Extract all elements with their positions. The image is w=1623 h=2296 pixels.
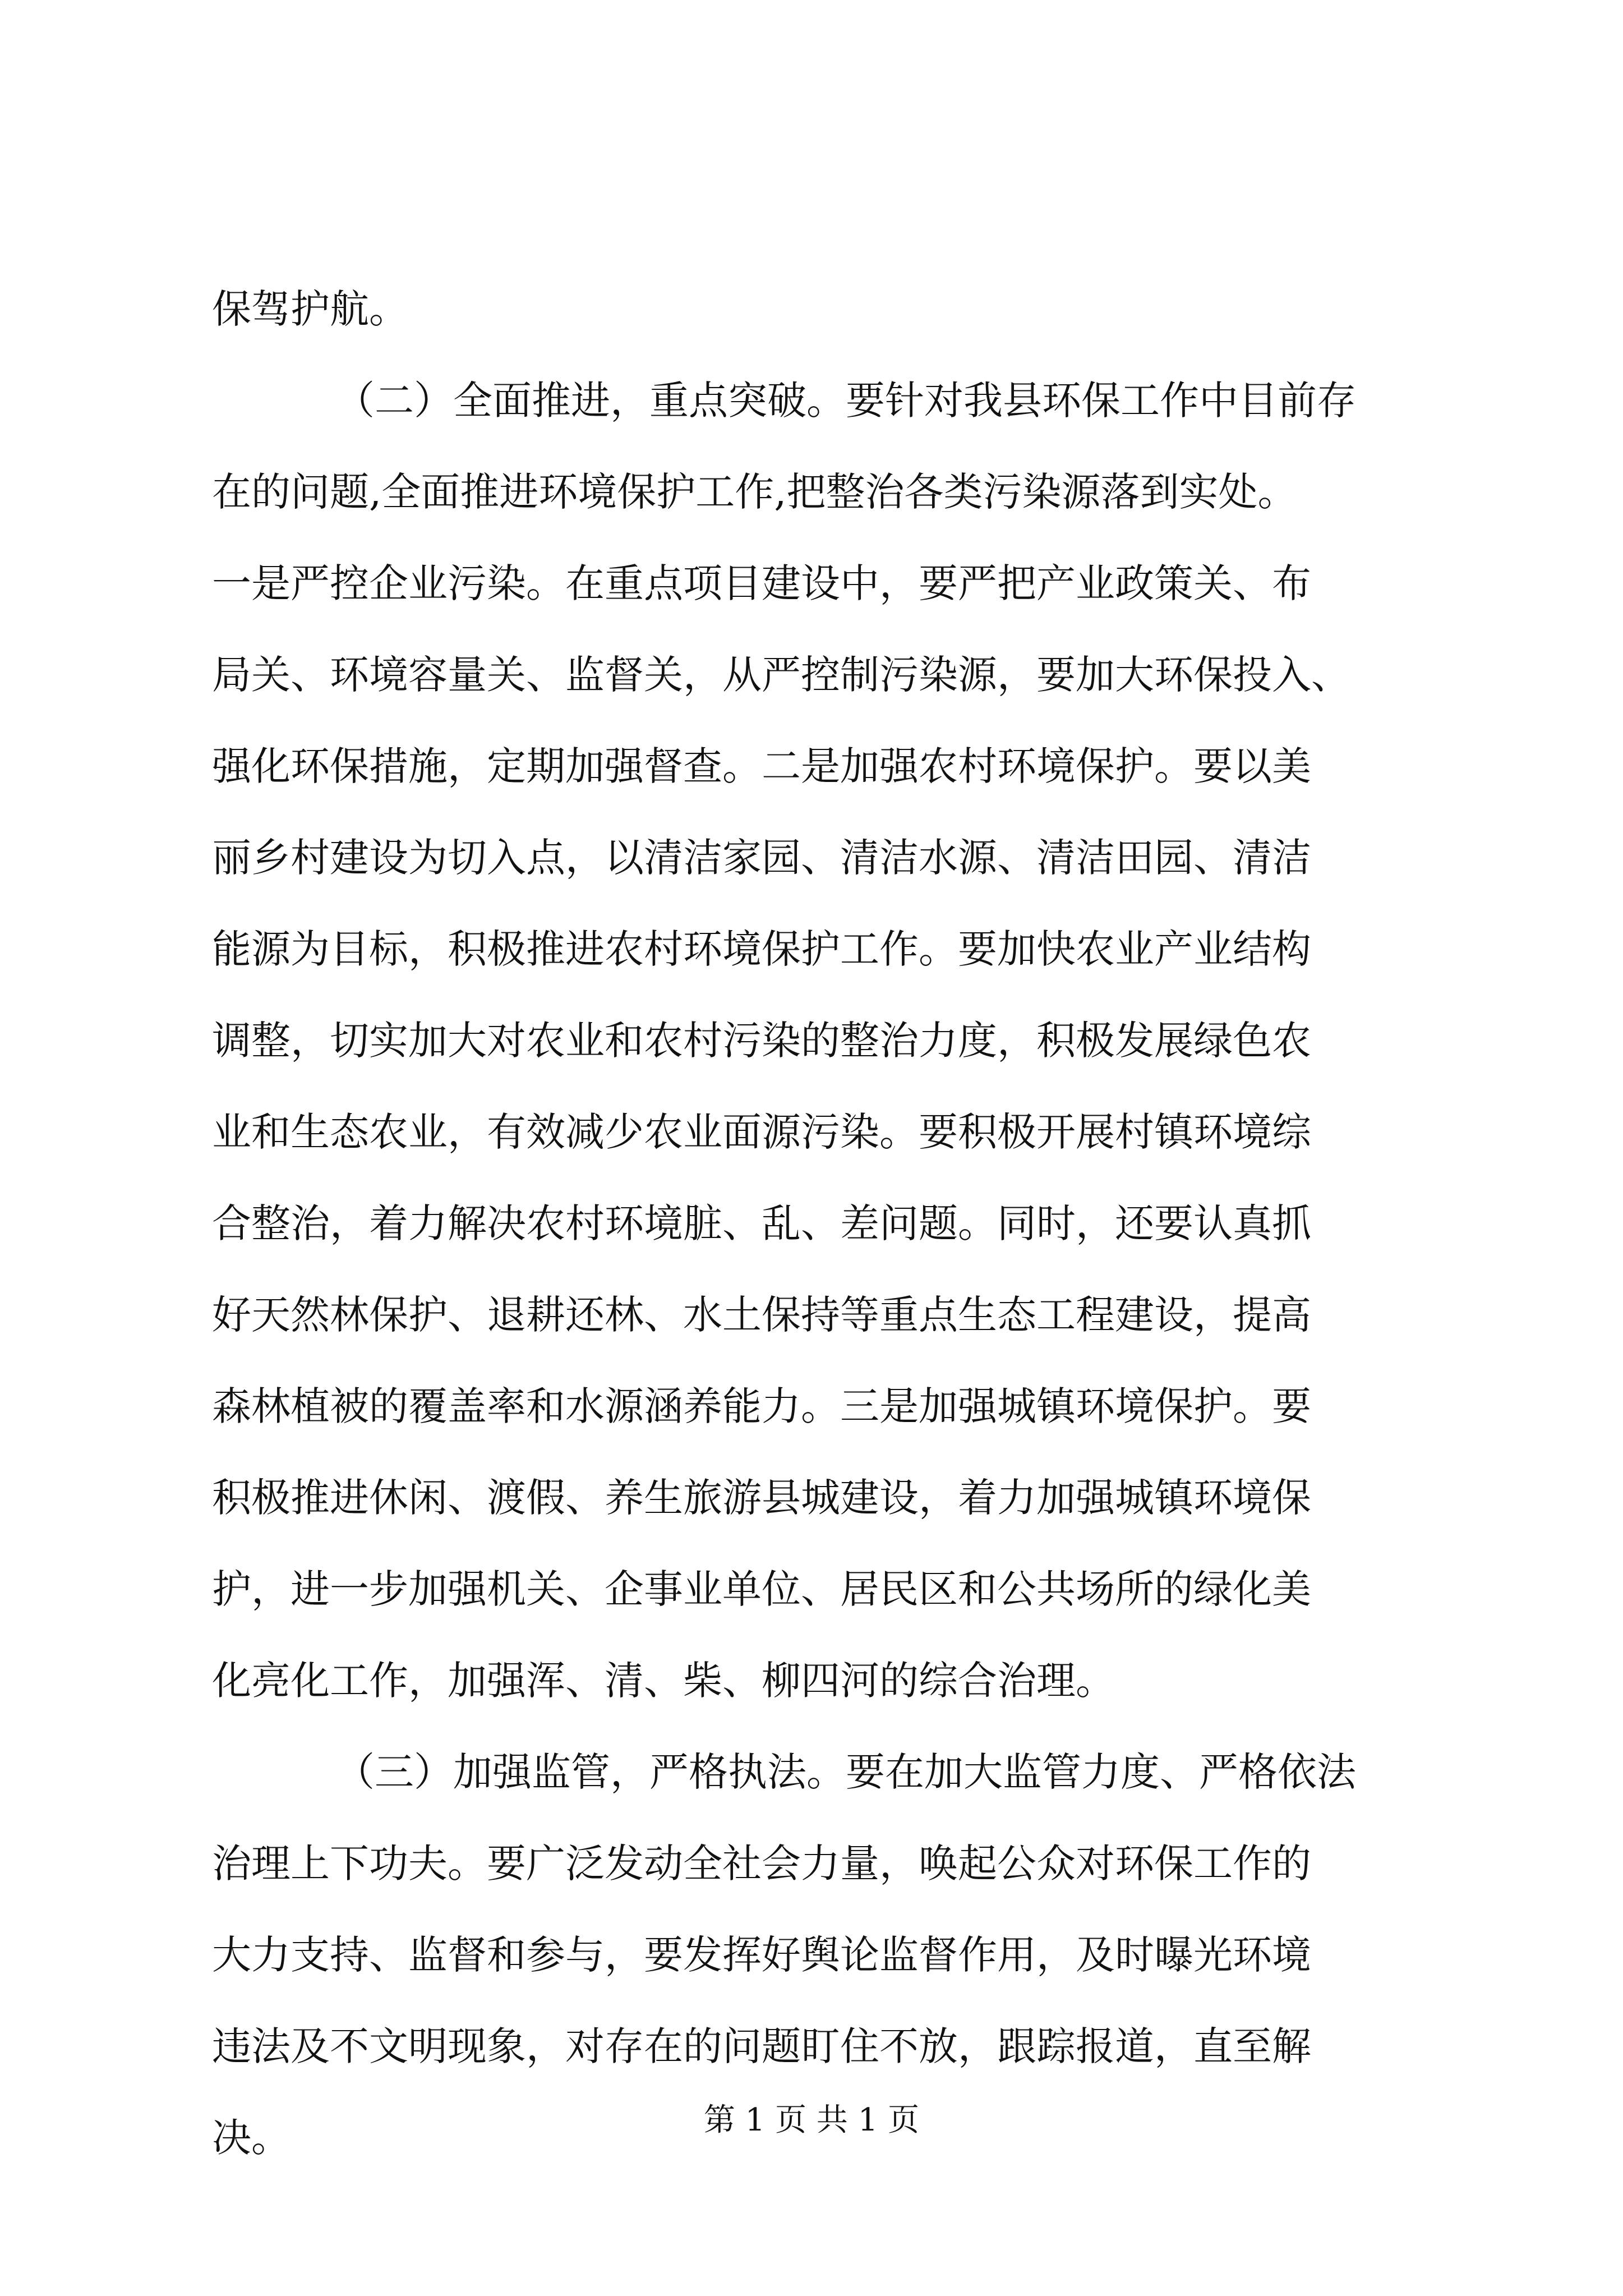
- text-line-18: 治理上下功夫。要广泛发动全社会力量，唤起公众对环保工作的: [212, 1841, 1311, 1887]
- text-line-1: 保驾护航。: [212, 286, 408, 332]
- page-number-label: 第 1 页 共 1 页: [703, 2102, 920, 2138]
- text-line-5: 局关、环境容量关、监督关，从严控制污染源，要加大环保投入、: [212, 652, 1350, 698]
- text-line-20: 违法及不文明现象，对存在的问题盯住不放，跟踪报道，直至解: [212, 2023, 1311, 2069]
- text-line-14: 积极推进休闲、渡假、养生旅游县城建设，着力加强城镇环境保: [212, 1475, 1311, 1521]
- text-line-4: 一是严控企业污染。在重点项目建设中，要严把产业政策关、布: [212, 560, 1311, 606]
- text-line-10: 业和生态农业，有效减少农业面源污染。要积极开展村镇环境综: [212, 1109, 1311, 1155]
- text-line-19: 大力支持、监督和参与，要发挥好舆论监督作用，及时曝光环境: [212, 1932, 1311, 1978]
- text-line-11: 合整治，着力解决农村环境脏、乱、差问题。同时，还要认真抓: [212, 1200, 1311, 1246]
- text-line-3: 在的问题,全面推进环境保护工作,把整治各类污染源落到实处。: [212, 469, 1297, 515]
- document-body: [212, 264, 1423, 2184]
- text-line-2: （二）全面推进，重点突破。要针对我县环保工作中目前存: [335, 378, 1356, 424]
- text-line-16: 化亮化工作，加强浑、清、柴、柳四河的综合治理。: [212, 1658, 1115, 1704]
- text-line-17: （三）加强监管，严格执法。要在加大监管力度、严格依法: [335, 1749, 1356, 1795]
- text-line-13: 森林植被的覆盖率和水源涵养能力。三是加强城镇环境保护。要: [212, 1383, 1311, 1429]
- text-line-21: 决。: [212, 2115, 291, 2161]
- text-line-12: 好天然林保护、退耕还林、水土保持等重点生态工程建设，提高: [212, 1292, 1311, 1338]
- text-line-8: 能源为目标，积极推进农村环境保护工作。要加快农业产业结构: [212, 926, 1311, 972]
- text-line-15: 护，进一步加强机关、企事业单位、居民区和公共场所的绿化美: [212, 1566, 1311, 1612]
- text-line-7: 丽乡村建设为切入点，以清洁家园、清洁水源、清洁田园、清洁: [212, 835, 1311, 881]
- text-line-6: 强化环保措施，定期加强督查。二是加强农村环境保护。要以美: [212, 743, 1311, 789]
- page-footer: [0, 2098, 1623, 2143]
- text-line-9: 调整，切实加大对农业和农村污染的整治力度，积极发展绿色农: [212, 1018, 1311, 1064]
